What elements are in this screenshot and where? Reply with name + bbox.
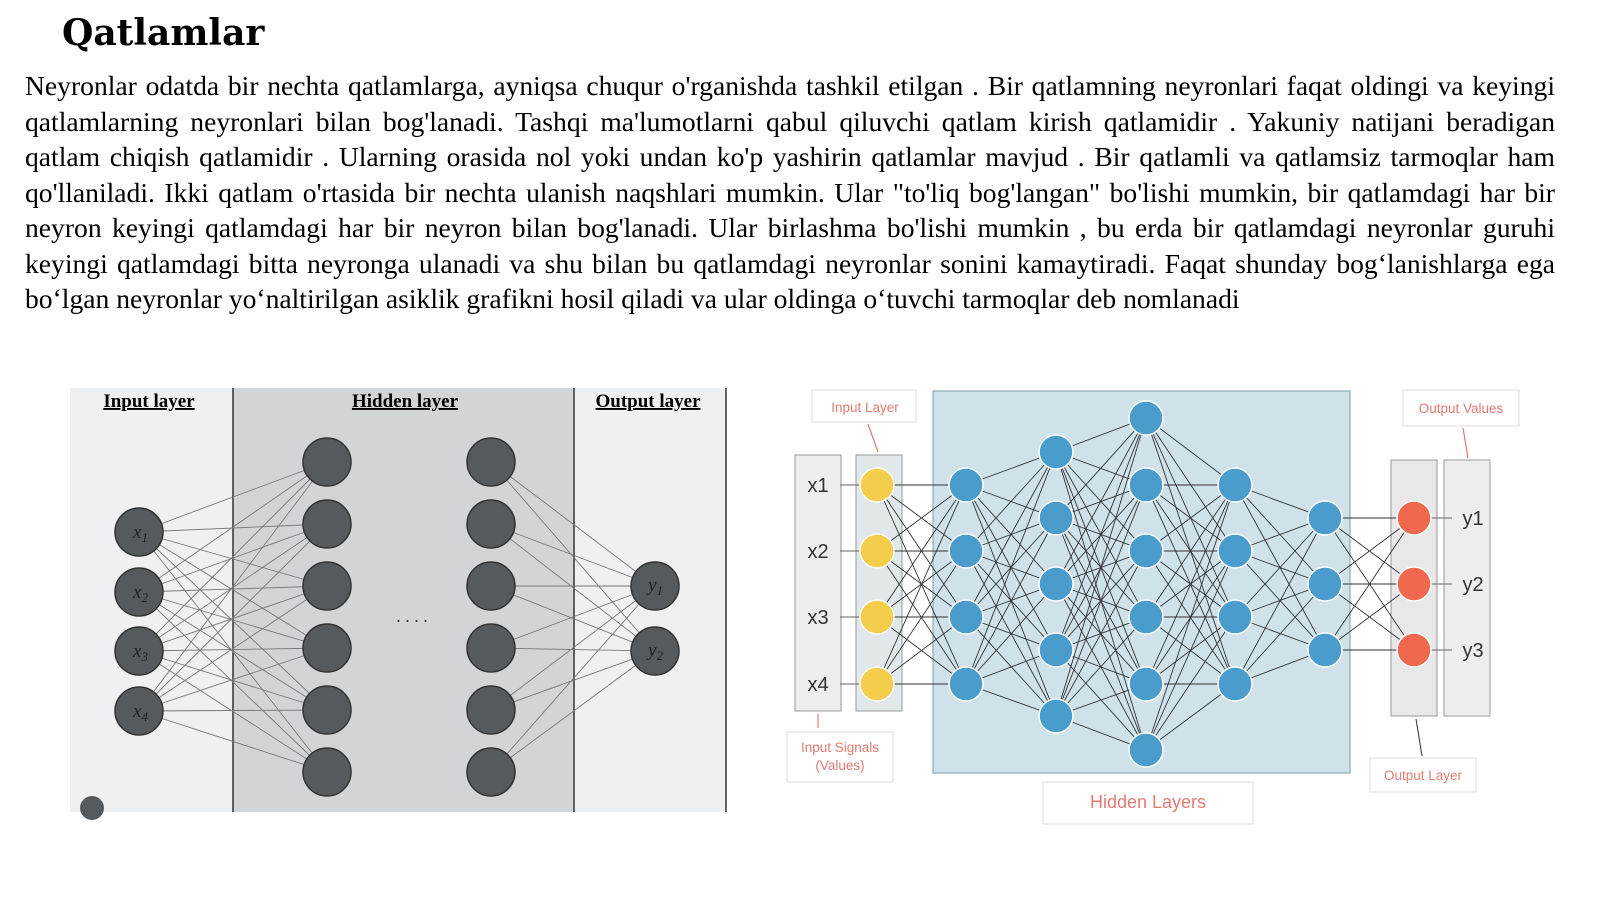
output-neuron — [1397, 567, 1431, 601]
hidden-neuron — [1039, 633, 1073, 667]
hidden-neuron — [467, 438, 515, 486]
hidden-neuron — [467, 562, 515, 610]
hidden-neuron — [303, 438, 351, 486]
hidden-neuron — [1039, 435, 1073, 469]
input-value-label: x2 — [807, 541, 829, 563]
hidden-neuron — [1308, 501, 1342, 535]
input-value-label: x1 — [807, 475, 829, 497]
input-neuron-label: $x_3$ — [133, 641, 148, 664]
camera-icon — [80, 796, 104, 820]
hidden-neuron — [949, 600, 983, 634]
hidden-neuron — [1129, 534, 1163, 568]
hidden-neuron — [949, 667, 983, 701]
hidden-neuron — [303, 686, 351, 734]
ellipsis-text: . . . . — [396, 606, 428, 626]
hidden-neuron — [1129, 600, 1163, 634]
page-title: Qatlamlar — [62, 12, 265, 54]
input-value-label: x4 — [807, 674, 829, 696]
input-signals-callout-label: Input Signals (Values) — [800, 740, 880, 773]
input-neuron-label: $x_2$ — [133, 582, 148, 605]
hidden-neuron — [303, 562, 351, 610]
hidden-layers-callout-label: Hidden Layers — [1089, 792, 1207, 812]
input-neuron-label: $x_1$ — [133, 522, 148, 545]
hidden-neuron — [1129, 733, 1163, 767]
output-value-label: y1 — [1462, 508, 1484, 530]
input-neuron — [860, 534, 894, 568]
hidden-neuron — [1308, 567, 1342, 601]
output-value-label: y3 — [1462, 640, 1484, 662]
output-neuron — [1397, 633, 1431, 667]
hidden-neuron — [303, 500, 351, 548]
neural-network-diagram-right — [780, 380, 1550, 840]
input-value-label: x3 — [807, 607, 829, 629]
hidden-neuron — [1129, 401, 1163, 435]
hidden-neuron — [467, 624, 515, 672]
hidden-neuron — [303, 624, 351, 672]
hidden-neuron — [1039, 501, 1073, 535]
hidden-neuron — [1218, 468, 1252, 502]
hidden-neuron — [303, 748, 351, 796]
neural-network-diagram-left — [70, 380, 730, 820]
output-layer-label: Output layer — [595, 391, 701, 412]
hidden-neuron — [1039, 699, 1073, 733]
hidden-neuron — [467, 500, 515, 548]
output-neuron-label: $y_1$ — [648, 575, 663, 598]
hidden-layer-label: Hidden layer — [351, 391, 459, 412]
hidden-neuron — [1129, 667, 1163, 701]
input-neuron — [860, 600, 894, 634]
body-paragraph: Neyronlar odatda bir nechta qatlamlarga, ayniqsa chuqur o'rganishda tashkil etilgan . Bir qatlamning neyronlari faqat oldingi va keyingi qatlamlarning neyronlari bilan bog'lanadi. Tashqi ma'lumotlarni qabul qiluvchi qatlam kirish qatlamidir . Yakuniy natijani beradigan qatlam chiqish qatlamidir . Ularning orasida nol yoki undan ko'p yashirin qatlamlar mavjud . Bir qatlamli va qatlamsiz tarmoqlar ham qo'llaniladi. Ikki qatlam o'rtasida bir nechta ulanish naqshlari mumkin. Ular "to'liq bog'langan" bo'lishi mumkin, bir qatlamdagi har bir neyron keyingi qatlamdagi har bir neyron bilan bog'lanadi. Ular birlashma bo'lishi mumkin , bu erda bir qatlamdagi neyronlar guruhi keyingi qatlamdagi bitta neyronga ulanadi va shu bilan bu qatlamdagi neyronlar sonini kamaytiradi. Faqat shunday bog‘lanishlarga ega bo‘lgan neyronlar yo‘naltirilgan asiklik grafikni hosil qiladi va ular oldinga o‘tuvchi tarmoqlar deb nomlanadi — [25, 70, 1555, 314]
hidden-neuron — [1218, 667, 1252, 701]
input-layer-label: Input layer — [103, 391, 195, 412]
output-value-label: y2 — [1462, 574, 1484, 596]
hidden-neuron — [949, 468, 983, 502]
hidden-neuron — [467, 748, 515, 796]
input-neuron — [860, 667, 894, 701]
hidden-neuron — [1039, 567, 1073, 601]
hidden-neuron — [1218, 534, 1252, 568]
output-layer-callout-label: Output Layer — [1383, 768, 1463, 783]
input-layer-callout-label: Input Layer — [831, 400, 899, 415]
output-neuron-label: $y_2$ — [648, 640, 663, 663]
output-values-callout-label: Output Values — [1418, 401, 1504, 416]
hidden-neuron — [949, 534, 983, 568]
hidden-neuron — [467, 686, 515, 734]
input-neuron — [860, 468, 894, 502]
input-neuron-label: $x_4$ — [133, 701, 148, 724]
hidden-neuron — [1129, 468, 1163, 502]
hidden-neuron — [1218, 600, 1252, 634]
output-neuron — [1397, 501, 1431, 535]
hidden-neuron — [1308, 633, 1342, 667]
